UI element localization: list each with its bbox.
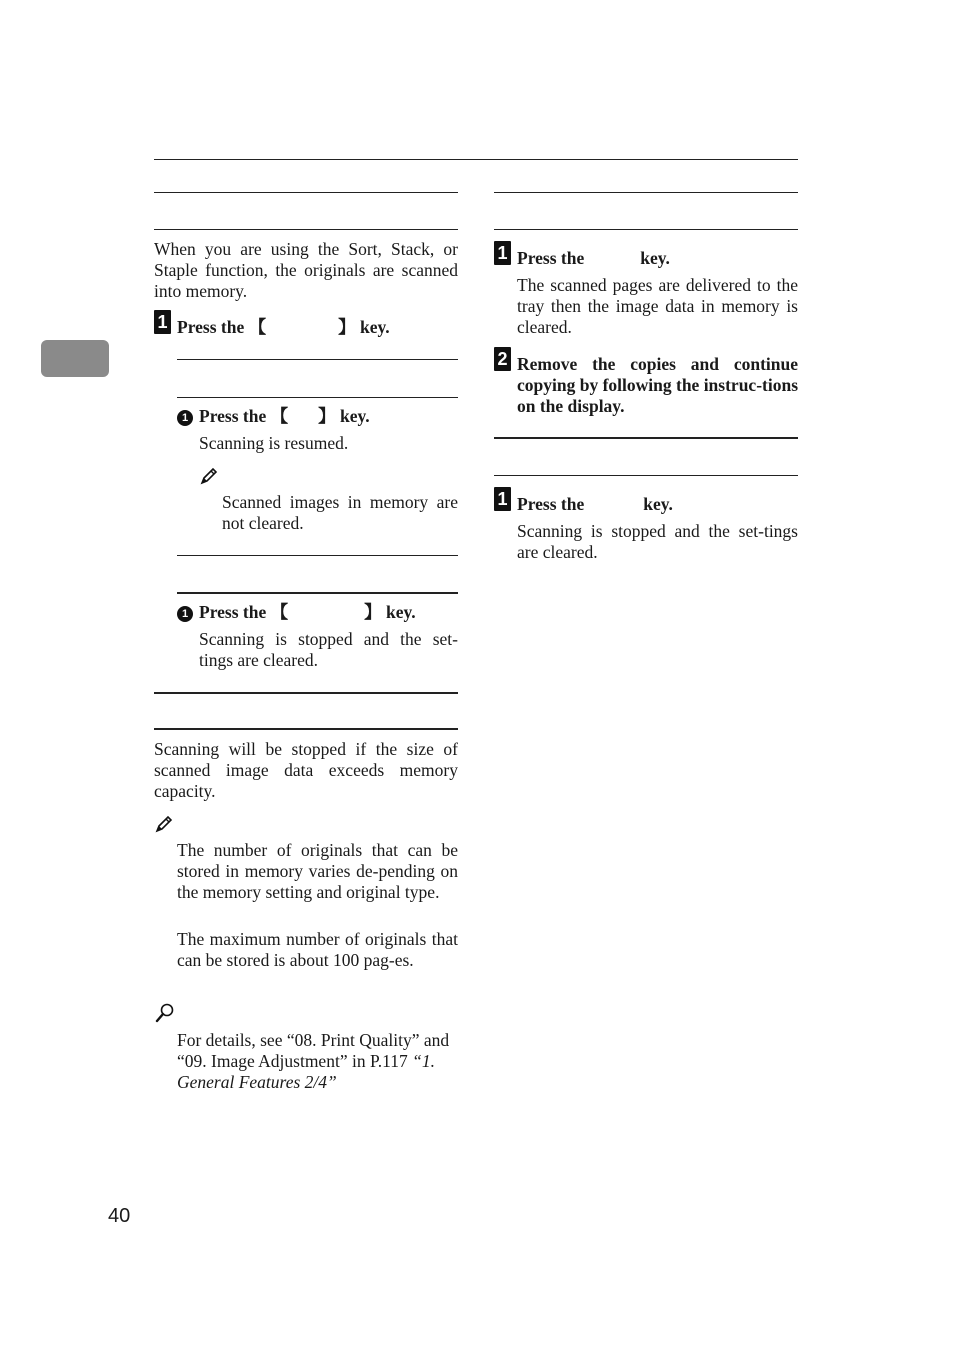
- step-prefix: Press the: [177, 317, 245, 337]
- sub-step-result: Scanning is resumed.: [199, 433, 349, 453]
- section-rule: [494, 229, 798, 230]
- step-suffix: key.: [385, 602, 416, 622]
- step-prefix: Press the: [517, 494, 585, 514]
- reference-text: [177, 1030, 467, 1093]
- step-prefix: Press the: [199, 602, 267, 622]
- section-rule: [494, 475, 798, 476]
- section-rule: [154, 192, 458, 193]
- sub-step-number: 1: [177, 606, 193, 622]
- sub-section-rule: [177, 592, 458, 594]
- step-prefix: Press the: [199, 406, 267, 426]
- sub-step-result: Scanning is stopped and the set-tings are cleared.: [199, 629, 458, 670]
- sub-section-rule: [177, 397, 458, 398]
- step-prefix: Press the: [517, 248, 585, 268]
- step-result: Scanning is stopped and the set-tings are cleared.: [517, 521, 798, 562]
- step-number: 1: [154, 310, 171, 334]
- header-rule: [154, 159, 798, 160]
- section-rule: [154, 692, 458, 694]
- sub-step-number: 1: [177, 410, 193, 426]
- reference-icon: [154, 1002, 176, 1024]
- step-suffix: key.: [339, 406, 370, 426]
- section-rule: [154, 728, 458, 730]
- step-number: 1: [494, 487, 511, 511]
- page-number: 40: [108, 1205, 131, 1227]
- step-number: 1: [494, 241, 511, 265]
- key-bracket-close: 】: [338, 317, 356, 337]
- step-suffix: key.: [640, 248, 670, 268]
- note-text: The number of originals that can be stored in memory varies de-pending on the memory setting and original type.: [177, 840, 458, 902]
- sub-section-rule: [177, 359, 458, 360]
- key-bracket-open: 【: [270, 602, 289, 622]
- note-text: Scanned images in memory are not cleared.: [222, 492, 458, 533]
- section-rule: [494, 192, 798, 193]
- sub-section-rule: [177, 555, 458, 556]
- chapter-tab: [41, 340, 109, 377]
- key-bracket-open: 【: [248, 317, 267, 337]
- step-instruction: [517, 494, 798, 515]
- intro-text: When you are using the Sort, Stack, or Staple function, the originals are scanned into memory.: [154, 239, 458, 301]
- sub-step-instruction: [177, 602, 467, 623]
- key-bracket-close: 】: [318, 406, 336, 426]
- note-icon: [154, 814, 174, 834]
- step-suffix: key.: [359, 317, 390, 337]
- note-icon: [199, 466, 219, 486]
- key-bracket-close: 】: [364, 602, 382, 622]
- step-instruction: [177, 317, 467, 338]
- sub-step-instruction: [177, 406, 467, 427]
- reference-link: “1. General Features 2/4”: [177, 1051, 435, 1092]
- reference-prefix: For details, see “08. Print Quality” and “09. Image Adjustment” in P.117: [177, 1030, 450, 1071]
- step-result: The scanned pages are delivered to the tray then the image data in memory is cleared.: [517, 275, 798, 337]
- memory-text: Scanning will be stopped if the size of scanned image data exceeds memory capacity.: [154, 739, 458, 801]
- section-rule: [494, 437, 798, 439]
- step-suffix: key.: [643, 494, 673, 514]
- step-number: 2: [494, 347, 511, 371]
- note-text: The maximum number of originals that can be stored is about 100 pag-es.: [177, 929, 458, 970]
- section-rule: [154, 229, 458, 230]
- key-bracket-open: 【: [270, 406, 289, 426]
- step-instruction: Remove the copies and continue copying by following the instruc-tions on the display.: [517, 354, 798, 416]
- step-instruction: [517, 248, 798, 269]
